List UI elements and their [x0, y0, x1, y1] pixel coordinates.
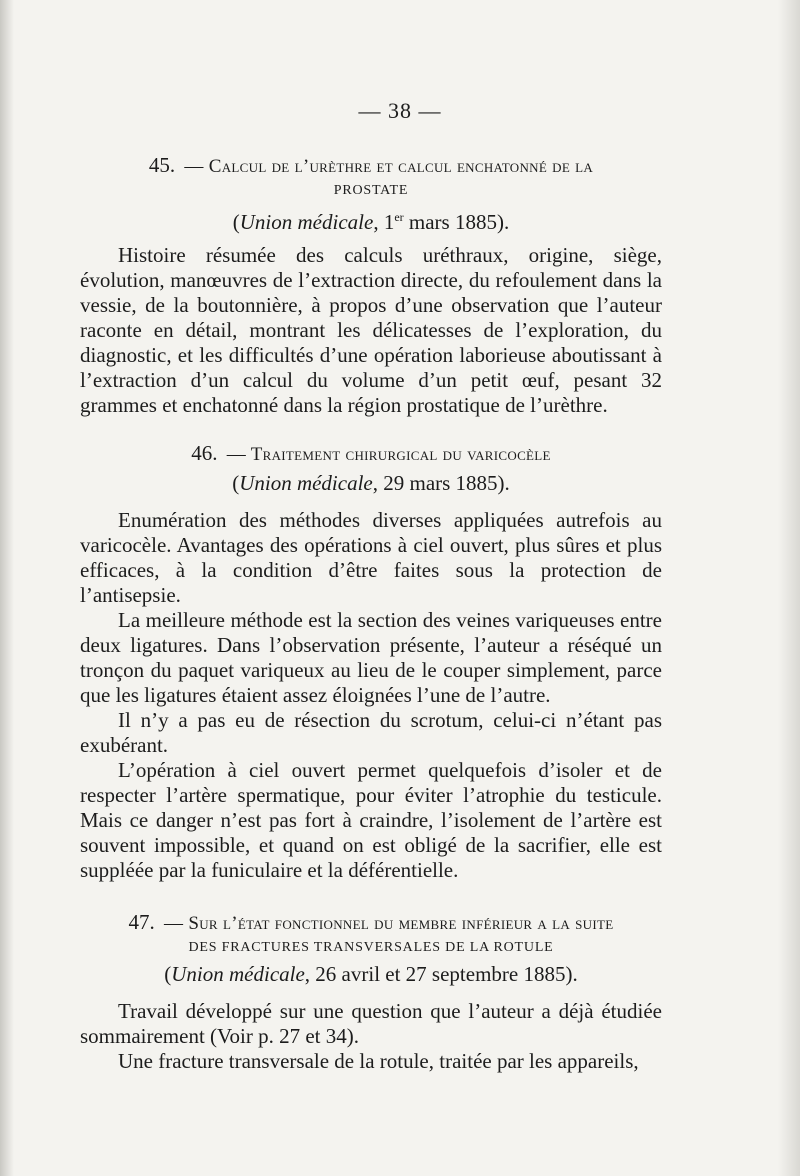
paragraph: Une fracture transversale de la rotule, traitée par les appareils, — [118, 1049, 639, 1073]
section-45 — [80, 152, 662, 418]
section-heading — [80, 440, 662, 468]
section-title: — Traitement chirurgical du varicocèle — [226, 444, 551, 465]
citation-day: 1 — [383, 210, 395, 234]
section-citation: (Union médicale, 26 avril et 27 septembre 1885). — [164, 962, 578, 986]
section-title: — Calcul de l’urèthre et calcul enchatonné de la — [184, 156, 594, 177]
section-number: 45. — [148, 153, 176, 177]
citation-day-suffix: er — [394, 210, 404, 224]
section-heading — [80, 152, 662, 180]
section-47 — [80, 909, 662, 1074]
section-number: 47. — [128, 910, 155, 934]
section-title-continued: PROSTATE — [333, 183, 409, 198]
section-number: 46. — [191, 441, 218, 465]
paragraph: Histoire résumée des calculs uréthraux, origine, siège, évolution, manœuvres de l’extraction directe, du refoulement dans la vessie, de la boutonnière, à propos d’une observation que l’auteur raconte en détail, montrant les délicatesses de l’exploration, du diagnostic, et les difficultés d’une opération laborieuse aboutissant à l’extraction d’un calcul du volume d’un petit œuf, pesant 32 grammes et enchatonné dans la région prostatique de l’urèthre. — [80, 243, 662, 417]
paragraph: La meilleure méthode est la section des veines variqueuses entre deux ligatures. Dans l’observation présente, l’auteur a réséqué un tronçon du paquet variqueux au lieu de le couper simplement, parce que les ligatures étaient assez éloignées l’une de l’autre. — [80, 608, 662, 707]
section-title-continued: DES FRACTURES TRANSVERSALES DE LA ROTULE — [188, 940, 554, 955]
page-content — [80, 152, 662, 1074]
citation-journal: Union médicale — [171, 962, 305, 986]
section-citation: (Union médicale, 29 mars 1885). — [232, 471, 510, 495]
section-citation: (Union médicale, 1er mars 1885). — [232, 210, 510, 234]
citation-date: 26 avril et 27 septembre 1885). — [315, 962, 578, 986]
paragraph: Enumération des méthodes diverses appliquées autrefois au varicocèle. Avantages des opérations à ciel ouvert, plus sûres et plus efficaces, à la condition d’être faites sous la protection de l’antisepsie. — [80, 508, 662, 607]
section-46 — [80, 440, 662, 883]
citation-date: mars 1885). — [408, 210, 510, 234]
paragraph: L’opération à ciel ouvert permet quelquefois d’isoler et de respecter l’artère spermatique, pour éviter l’atrophie du testicule. Mais ce danger n’est pas fort à craindre, l’isolement de l’artère est souvent impossible, et quand on est obligé de la sacrifier, elle est suppléée par la funiculaire et la déférentielle. — [80, 758, 662, 882]
section-heading — [80, 909, 662, 937]
citation-journal: Union médicale — [239, 210, 374, 234]
paragraph: Travail développé sur une question que l’auteur a déjà étudiée sommairement (Voir p. 27 et 34). — [80, 999, 662, 1048]
section-title: — Sur l’état fonctionnel du membre inférieur a la suite — [164, 913, 614, 934]
paragraph: Il n’y a pas eu de résection du scrotum, celui-ci n’étant pas exubérant. — [80, 708, 662, 757]
citation-date: 29 mars 1885). — [383, 471, 510, 495]
citation-journal: Union médicale — [239, 471, 373, 495]
page-number: — 38 — — [358, 98, 442, 123]
